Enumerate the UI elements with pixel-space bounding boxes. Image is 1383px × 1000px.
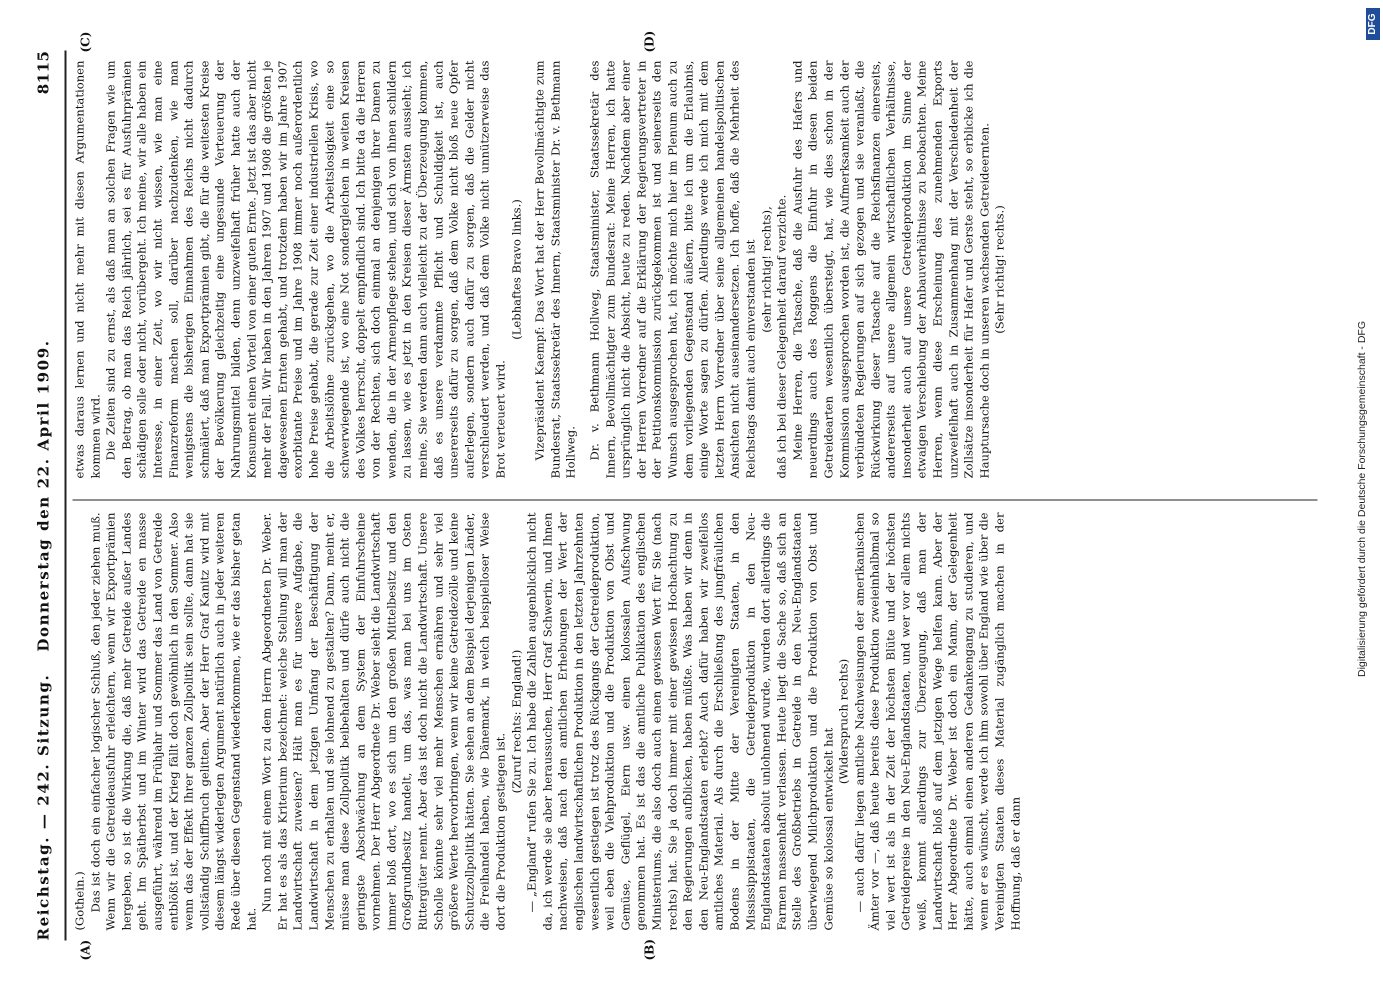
spacer <box>579 60 587 478</box>
paragraph-speech: Dr. v. Bethmann Hollweg, Staatsminister, Staatssekretär des Innern, Bevollmächtigter zum Bundesrat: Meine Herren, ich hatte ursprünglich nicht die Absicht, heute zu reden. Nachdem aber einer der Herren Vorredner auf die Erklärung der Regierungsvertreter in der Petitionskommission zurückgekommen ist und seinerseits den Wunsch ausgesprochen hat, ich möchte mich hier im Plenum auch zu dem vorliegenden Gegenstand äußern, bitte ich um die Erlaubnis, einige Worte sagen zu dürfen. Allerdings werde ich mich mit dem letzten Herrn Vorredner über seine allgemeinen handelspolitischen Ansichten nicht auseinandersetzen. Ich hoffe, daß die Mehrheit des Reichstags damit auch einverstanden ist <box>587 60 757 478</box>
paragraph: — „England“ rufen Sie zu. Ich habe die Zahlen augenblicklich nicht da, ich werde sie aber heraussuchen, Herr Graf Schwerin, und Ihnen nachweisen, daß nach den amtlichen Erhebungen der Wert der englischen landwirtschaftlichen Produktion in den letzten Jahrzehnten wesentlich gestiegen ist trotz des Rückgangs der Getreideproduktion, weil eben die Viehproduktion und die Produktion von Obst und Gemüse, Geflügel, Eiern usw. einen kolossalen Aufschwung genommen hat. Es ist das die amtliche Publikation des englischen Ministeriums, die also doch auch einen gewissen Wert für Sie (nach rechts) hat. Sie ja doch immer mit einer gewissen Hochachtung zu den Regierungen aufblicken, haben müßte. Was haben wir denn in den Neu-Englandstaaten erlebt? Auch dafür haben wir zweifellos amtliches Material. Als durch die Erschließung des jungfräulichen Bodens in der Mitte der Vereinigten Staaten, in den Mississippistaaten, die Getreideproduktion in den Neu-Englandstaaten absolut unlohnend wurde, wurden dort allerdings die Farmen massenhaft verlassen. Heute liegt die Sache so, daß sich an Stelle des Großbetriebs in Getreide in den Neu-Englandstaaten überwiegend Milchproduktion und die Produktion von Obst und Gemüse so kolossal entwickelt hat <box>524 512 835 930</box>
margin-marker-c: (C) <box>78 31 92 52</box>
interjection: (Sehr richtig! rechts.) <box>992 204 1007 334</box>
header-rule <box>64 50 66 940</box>
interjection: (sehr richtig! rechts), <box>758 205 773 333</box>
left-column <box>72 512 1023 930</box>
paragraph: daß ich bei dieser Gelegenheit darauf verzichte. <box>774 194 789 478</box>
margin-marker-a: (A) <box>78 939 92 960</box>
speaker-tag: (Gothein.) <box>72 870 86 930</box>
digitization-credit <box>1352 20 1370 980</box>
dfg-logo-text: DFG <box>1367 13 1378 35</box>
paragraph: Nun noch mit einem Wort zu dem Herrn Abgeordneten Dr. Weber. Er hat es als das Kriterium bezeichnet: welche Stellung will man der Landwirtschaft zuweisen? Hält man es für unsere Aufgabe, die Landwirtschaft in dem jetzigen Umfang der Beschäftigung der Menschen zu erhalten und sie lohnend zu gestalten? Dann, meint er, müsse man diese Zollpolitik beibehalten und dürfe auch nicht die geringste Abschwächung an dem System der Einfuhrscheine vornehmen. Der Herr Abgeordnete Dr. Weber sieht die Landwirtschaft immer bloß dort, wo es sich um den großen Mittelbesitz und den Großgrundbesitz handelt, um das, was man bei uns im Osten Rittergüter nennt. Aber das ist doch nicht die Landwirtschaft. Unsere Scholle könnte sehr viel mehr Menschen ernähren und sehr viel größere Werte hervorbringen, wenn wir keine Getreidezölle und keine Schutzzollpolitik hätten. Sie sehen an dem Beispiel derjenigen Länder, die Freihandel haben, wie Dänemark, in welch beispielloser Weise dort die Produktion gestiegen ist. <box>259 512 508 930</box>
spacer <box>524 60 532 478</box>
header-session: Reichstag. — 242. Sitzung. <box>34 673 52 940</box>
header-date: Donnerstag den 22. April 1909. <box>34 338 52 652</box>
page-number: 8115 <box>34 50 52 94</box>
margin-marker-d: (D) <box>642 30 656 52</box>
interjection: (Lebhaftes Bravo links.) <box>508 198 523 340</box>
column-divider <box>72 499 1317 500</box>
right-column <box>72 60 1008 478</box>
margin-marker-b: (B) <box>642 938 656 960</box>
dfg-logo <box>1366 8 1380 40</box>
paragraph: — auch dafür liegen amtliche Nachweisungen der amerikanischen Ämter vor —, daß heute bereits diese Produktion zweieinhalbmal so viel wert ist als in der Zeit der höchsten Blüte und der höchsten Getreidepreise in den Neu-Englandstaaten, und wer vor allem nichts weiß, kommt allerdings zur Überzeugung, daß man der Landwirtschaft bloß auf dem jetzigen Wege helfen kann. Aber der Herr Abgeordnete Dr. Weber ist doch ein Mann, der Gelegenheit hätte, auch einmal einen anderen Gedankengang zu studieren, und wenn er es wünscht, werde ich ihm sowohl über England wie über die Vereinigten Staaten dieses Material zugänglich machen in der Hoffnung, daß er dann <box>851 512 1022 930</box>
page-header <box>34 50 60 940</box>
paragraph-vice-president: Vizepräsident Kaempf: Das Wort hat der Herr Bevollmächtigte zum Bundesrat, Staatssekretär des Innern, Staatsminister Dr. v. Bethmann Hollweg. <box>532 60 578 478</box>
paragraph: Das ist doch ein einfacher logischer Schluß, den jeder ziehen muß. Wenn wir die Getreideausfuhr erleichtern, wenn wir Exportprämien hergeben, so ist die Wirkung die, daß mehr Getreide außer Landes geht. Im Spätherbst und im Winter wird das Getreide en masse ausgeführt, während im Frühjahr und Sommer das Land von Getreide entblößt ist, und der Krieg fällt doch gewöhnlich in den Sommer. Also wenn das der Effekt Ihrer ganzen Zollpolitik sein sollte, dann hat sie vollständig Schiffbruch gelitten. Aber der Herr Graf Kanitz wird mit diesem längst widerlegten Argument natürlich auch in jeder weiteren Rede über diesen Gegenstand wiederkommen, wie er das bisher getan hat. <box>87 512 258 930</box>
interjection: (Zuruf rechts: England!) <box>508 649 523 793</box>
interjection: (Widerspruch rechts) <box>836 658 851 784</box>
paragraph: Meine Herren, die Tatsache, daß die Ausfuhr des Hafers und neuerdings auch des Roggens die Einfuhr in diesen beiden Getreidearten wesentlich übersteigt, hat, wie dies schon in der Kommission ausgesprochen worden ist, die Aufmerksamkeit auch der verbündeten Regierungen auf sich gezogen und sie veranlaßt, die Rückwirkung dieser Tatsache auf die Reichsfinanzen einerseits, andererseits auf unsere allgemein wirtschaftlichen Verhältnisse, insonderheit auch auf unsere Getreideproduktion im Sinne der etwaigen Verschiebung der Anbauverhältnisse zu beobachten. Meine Herren, wenn diese Erscheinung des zunehmenden Exports unzweifelhaft auch in Zusammenhang mit der Verschiedenheit der Zollsätze insonderheit für Hafer und Gerste steht, so erblicke ich die Hauptursache doch in unseren wachsenden Getreideernten. <box>789 60 991 478</box>
paragraph: etwas daraus lernen und nicht mehr mit diesen Argumentationen kommen wird. <box>72 60 102 478</box>
credit-text: Digitalisierung gefördert durch die Deutsche Forschungsgemeinschaft - DFG <box>1356 321 1368 678</box>
paragraph: Die Zeiten sind zu ernst, als daß man an solchen Fragen wie um den Betrag, ob man das Reich jährlich, sei es für Ausfuhrprämien schädigen solle oder nicht, vorübergeht. Ich meine, wir alle haben ein Interesse, in einer Zeit, wo wir nicht wissen, wie man eine Finanzreform machen soll, darüber nachzudenken, wie man wenigstens die bisherigen Einnahmen des Reichs nicht dadurch schmälert, daß man Exportprämien gibt, die für die weitesten Kreise der Bevölkerung gleichzeitig eine ungesunde Verteuerung der Nahrungsmittel bilden, denn unzweifelhaft früher hatte auch der Konsument einen Vorteil von einer guten Ernte. Jetzt ist das aber nicht mehr der Fall. Wir haben in den Jahren 1907 und 1908 die größten je dagewesenen Ernten gehabt, und trotzdem haben wir im Jahre 1907 exorbitante Preise und im Jahre 1908 immer noch außerordentlich hohe Preise gehabt, die gerade zur Zeit einer industriellen Krisis, wo die Arbeitslöhne zurückgehen, wo die Arbeitslosigkeit eine so schwerwiegende ist, wo eine Not sondergleichen in weiten Kreisen des Volkes herrscht, doppelt empfindlich sind. Ich bitte da die Herren von der Rechten, sich doch einmal an denjenigen ihrer Damen zu wenden, die in der Armenpflege stehen, und sich von ihnen schildern zu lassen, wie es jetzt in den Kreisen dieser Ärmsten aussieht; ich meine, Sie werden dann auch vielleicht zu der Überzeugung kommen, daß es unsere verdammte Pflicht und Schuldigkeit ist, auch unsererseits dafür zu sorgen, daß dem Volke nicht bloß neue Opfer auferlegen, sondern auch dafür zu sorgen, daß die Gelder nicht verschleudert werden, und daß dem Volke nicht unnützerweise das Brot verteuert wird. <box>103 60 508 478</box>
